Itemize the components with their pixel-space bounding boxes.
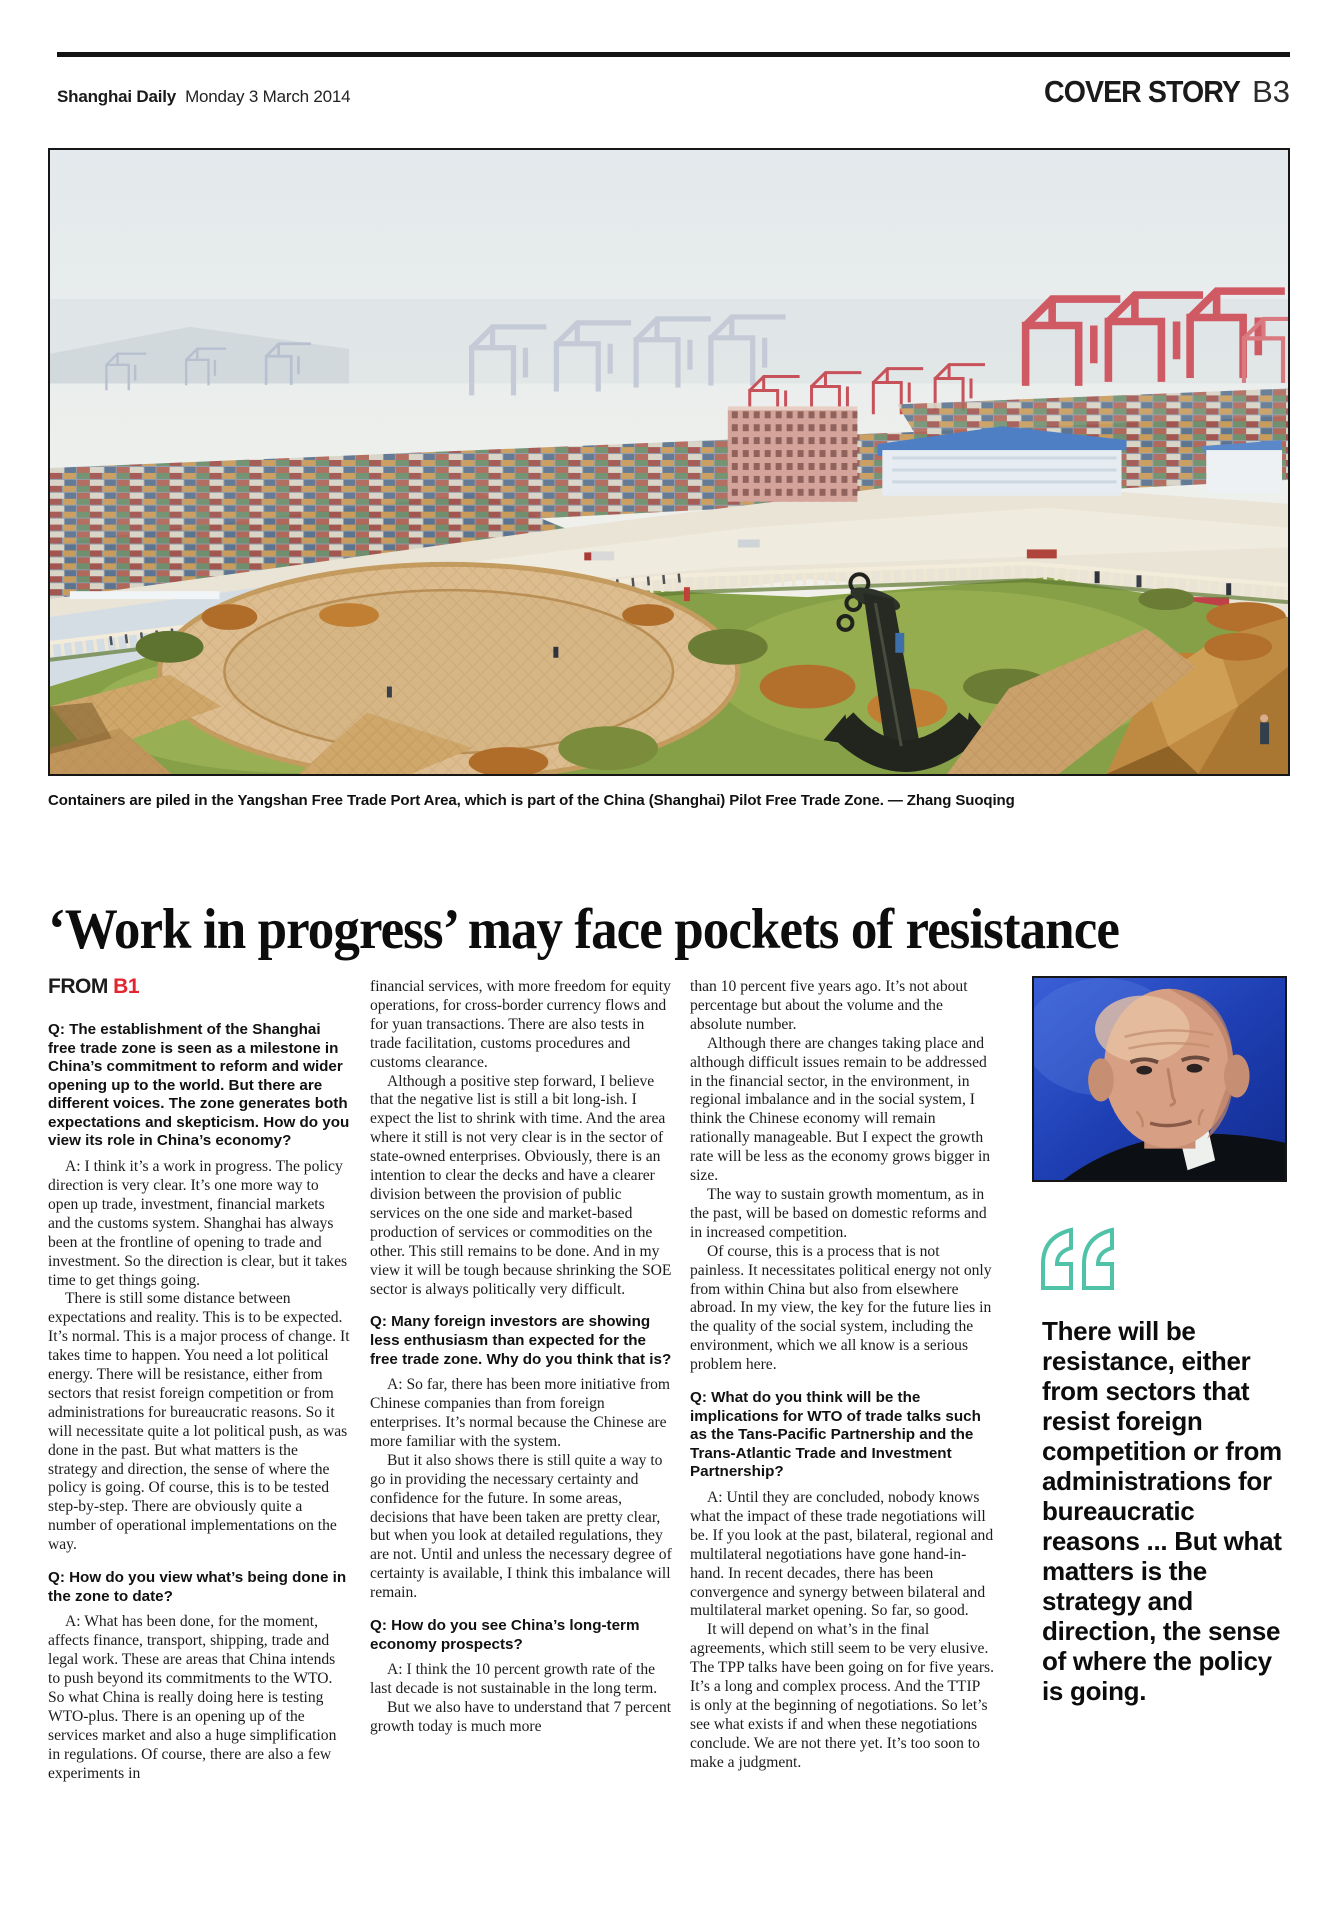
question-heading: Q: The establishment of the Shanghai free trade zone is seen as a milestone in China’s commitment to reform and wider opening up to the world. But there are different voices. The zone generates both expectations and skepticism. How do you view its role in China’s economy? [48, 1020, 350, 1150]
paragraph: The way to sustain growth momentum, as in the past, will be based on domestic reforms and in increased competition. [690, 1185, 987, 1241]
masthead-left [57, 87, 350, 107]
portrait-photo [1032, 976, 1287, 1182]
question-heading: Q: What do you think will be the implications for WTO of trade talks such as the Tans-Pacific Partnership and the Trans-Atlantic Trade and Investment Partnership? [690, 1389, 981, 1481]
from-ref [48, 975, 350, 998]
portrait-illustration [1034, 978, 1285, 1180]
from-prefix: FROM [48, 975, 108, 998]
issue-date: Monday 3 March 2014 [185, 87, 351, 106]
page-number: B3 [1252, 74, 1290, 109]
paragraph: There is still some distance between expectations and reality. This is to be expected. It’s normal. This is a major process of change. It takes time to happen. You need a lot political energy. There will be resistance, either from sectors that resist foreign competition or from administrations for bureaucratic reasons. So it will necessitate quite a lot political push, as was done in the past. But what matters is the strategy and direction, the sense of where the policy is going. Of course, this is to be tested step-by-step. There are obviously quite a number of operational implementations on the way. [48, 1290, 350, 1554]
paragraph: A: I think it’s a work in progress. The policy direction is very clear. It’s one more way to open up trade, investment, financial markets and the customs system. Shanghai has always been at the frontline of opening to trade and investment. So the direction is clear, but it takes time to get things going. [48, 1158, 348, 1289]
port-photo [48, 148, 1290, 776]
paper-name: Shanghai Daily [57, 87, 177, 106]
paragraph: Although there are changes taking place and although difficult issues remain to be addressed in the financial sector, in the environment, in regional imbalance and in the social system, I think the Chinese economy will remain rationally manageable. But I expect the growth rate will be less as the economy grows bigger in size. [690, 1034, 991, 1185]
paragraph: A: Until they are concluded, nobody knows what the impact of these trade negotiations will be. If you look at the past, bilateral, regional and multilateral negotiations have gone hand-in-hand. In recent decades, there has been convergence and synergy between bilateral and multilateral market opening. So far, so good. [690, 1489, 994, 1620]
question-heading: Q: How do you view what’s being done in the zone to date? [48, 1569, 347, 1605]
article-column-3 [690, 978, 994, 1773]
paragraph: than 10 percent five years ago. It’s not about percentage but about the volume and the absolute number. [690, 978, 968, 1033]
masthead-rule [57, 52, 1290, 57]
masthead-right [1027, 74, 1290, 110]
pull-quote: There will be resistance, either from sectors that resist foreign competition or from administrations for bureaucratic reasons ... But what matters is the strategy and direction, the sense of where the policy is going. [1042, 1316, 1282, 1706]
masthead [57, 74, 1290, 110]
paragraph: It will depend on what’s in the final agreements, which still seem to be very elusive. The TPP talks have been going on for five years. It’s a long and complex process. And the TTIP is only at the beginning of negotiations. So let’s see what exists if and when these negotiations conclude. We are not there yet. It’s too soon to make a judgment. [690, 1621, 995, 1771]
from-ref-page: B1 [113, 975, 140, 998]
paragraph: Of course, this is a process that is not painless. It necessitates political energy not only from within China but also from elsewhere abroad. In my view, the key for the future lies in the quality of the social system, including the environment, which we all know is a serious problem here. [690, 1242, 992, 1374]
quote-mark-glyph [1040, 1226, 1122, 1292]
quote-icon [1040, 1226, 1122, 1292]
paragraph: Although a positive step forward, I believe that the negative list is still a bit long-ish. I expect the list to shrink with time. And the area where it still is not very clear is in the sector of state-owned enterprises. Obviously, there is an intention to clear the decks and have a clearer division between the provision of public services on the one side and market-based production of services or commodities on the other. This still remains to be done. And in my view it will be tough because shrinking the SOE sector is always politically very difficult. [370, 1072, 672, 1298]
port-photo-illustration [50, 150, 1288, 774]
paragraph: financial services, with more freedom for equity operations, for cross-border currency flows and for yuan transactions. There are also tests in trade facilitation, customs procedures and customs clearance. [370, 978, 671, 1071]
headline: ‘Work in progress’ may face pockets of resistance [48, 898, 1119, 962]
article-column-1 [48, 975, 350, 1783]
article-column-2 [370, 978, 672, 1737]
paragraph: But we also have to understand that 7 percent growth today is much more [370, 1699, 672, 1735]
paragraph: A: So far, there has been more initiative from Chinese companies than from foreign enterprises. It’s normal because the Chinese are more familiar with the system. [370, 1376, 671, 1450]
question-heading: Q: Many foreign investors are showing less enthusiasm than expected for the free trade zone. Why do you think that is? [370, 1313, 672, 1368]
photo-caption: Containers are piled in the Yangshan Free Trade Port Area, which is part of the China (Shanghai) Pilot Free Trade Zone. — Zhang Suoqing [48, 792, 1015, 809]
paragraph: A: What has been done, for the moment, affects finance, transport, shipping, trade and legal work. These are areas that China intends to push beyond its commitments to the WTO. So what China is really doing here is testing WTO-plus. There is an opening up of the services market and also a huge simplification in regulations. Of course, there are also a few experiments in [48, 1613, 337, 1782]
paragraph: A: I think the 10 percent growth rate of the last decade is not sustainable in the long term. [370, 1661, 658, 1698]
question-heading: Q: How do you see China’s long-term economy prospects? [370, 1617, 640, 1653]
section-title: COVER STORY [1044, 74, 1241, 109]
paragraph: But it also shows there is still quite a way to go in providing the necessary certainty and confidence for the future. In some areas, decisions that have been taken are pretty clear, but when you look at detailed regulations, they are not. Until and unless the necessary degree of certainty is available, I think this imbalance will remain. [370, 1451, 672, 1602]
